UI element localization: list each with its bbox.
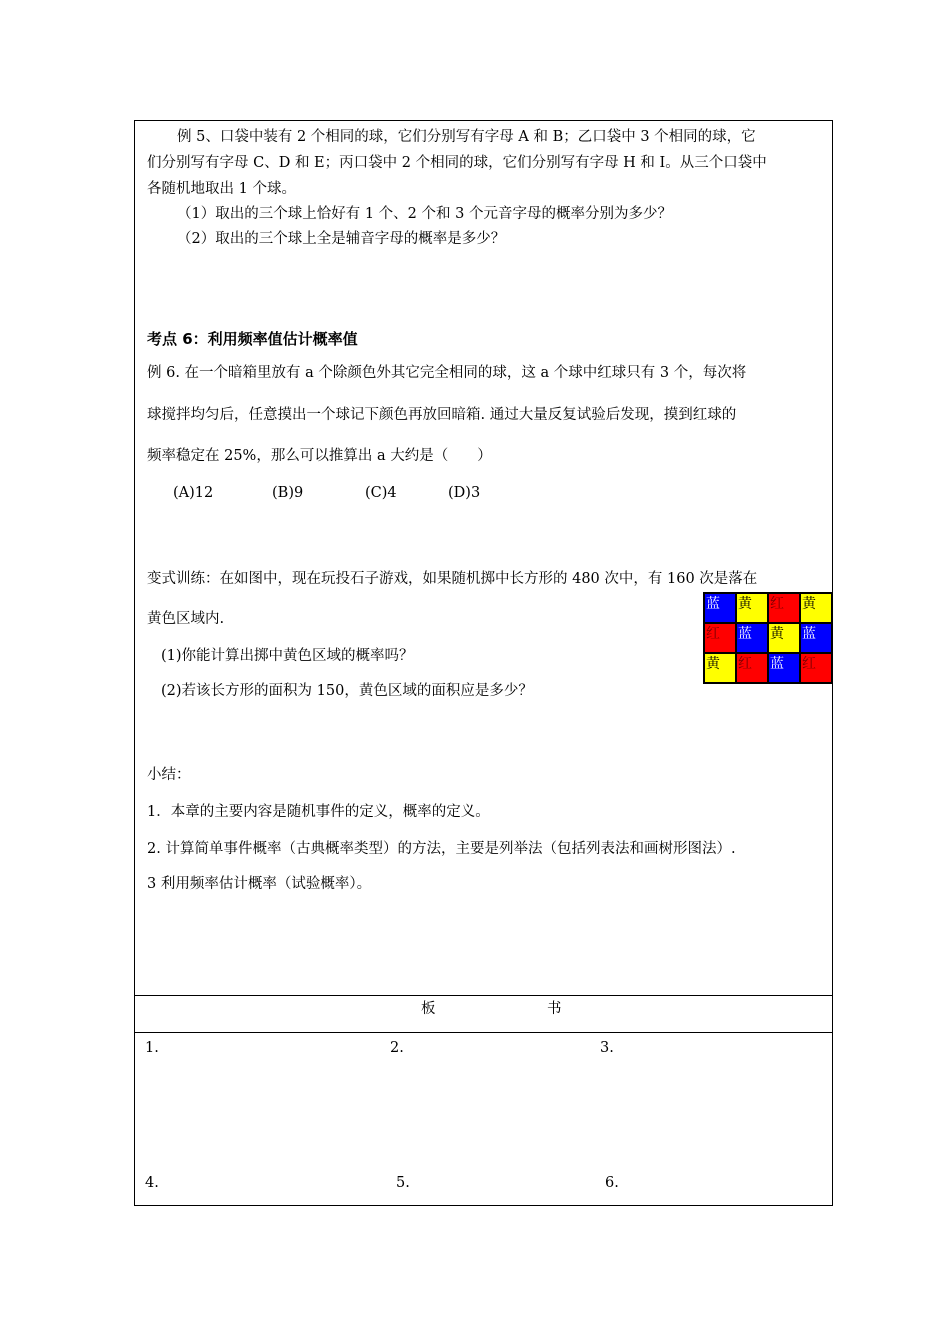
grid-cell-blue: 蓝 [736,623,768,653]
example6-line2: 球搅拌均匀后，任意摸出一个球记下颜色再放回暗箱. 通过大量反复试验后发现，摸到红球的 [147,407,737,423]
board-title-left: 板 [421,1001,436,1017]
example6-line3: 频率稳定在 25%，那么可以推算出 a 大约是（ ） [147,448,492,464]
summary-heading: 小结： [147,767,191,783]
grid-cell-blue: 蓝 [800,623,832,653]
section6-heading: 考点 6：利用频率值估计概率值 [147,330,358,348]
option-b: (B)9 [272,485,304,501]
board-divider-bottom [135,1032,832,1033]
board-item-6: 6. [605,1175,619,1191]
option-c: (C)4 [365,485,397,501]
example5-line2: 们分别写有字母 C、D 和 E；丙口袋中 2 个相同的球，它们分别写有字母 H 和 I。从三个口袋中 [147,155,767,171]
board-item-4: 4. [145,1175,159,1191]
option-d: (D)3 [448,485,481,501]
grid-cell-blue: 蓝 [768,653,800,683]
variant-question1: (1)你能计算出掷中黄色区域的概率吗？ [161,648,414,664]
variant-question2: (2)若该长方形的面积为 150，黄色区域的面积应是多少？ [161,683,533,699]
example6-line1: 例 6. 在一个暗箱里放有 a 个除颜色外其它完全相同的球，这 a 个球中红球只有 3 个，每次将 [147,365,747,381]
grid-cell-yellow: 黄 [704,653,736,683]
variant-line2: 黄色区域内. [147,611,225,627]
lesson-table [134,120,833,1206]
grid-cell-yellow: 黄 [800,593,832,623]
option-a: (A)12 [173,485,214,501]
grid-cell-yellow: 黄 [768,623,800,653]
variant-line1: 变式训练：在如图中，现在玩投石子游戏，如果随机掷中长方形的 480 次中，有 160 次是落在 [147,571,758,587]
grid-cell-yellow: 黄 [736,593,768,623]
example5-line3: 各随机地取出 1 个球。 [147,181,296,197]
board-item-1: 1. [145,1040,159,1056]
board-title-right: 书 [547,1001,562,1017]
example5-question1: （1）取出的三个球上恰好有 1 个、2 个和 3 个元音字母的概率分别为多少？ [177,206,672,222]
summary-item1: 1．本章的主要内容是随机事件的定义，概率的定义。 [147,804,490,820]
grid-cell-red: 红 [800,653,832,683]
board-divider-top [135,995,832,996]
grid-cell-red: 红 [768,593,800,623]
example5-question2: （2）取出的三个球上全是辅音字母的概率是多少？ [177,231,506,247]
board-item-3: 3. [600,1040,614,1056]
board-item-2: 2. [390,1040,404,1056]
summary-item2: 2. 计算简单事件概率（古典概率类型）的方法，主要是列举法（包括列表法和画树形图法）. [147,841,736,857]
color-grid-figure [703,592,833,684]
example5-line1: 例 5、口袋中装有 2 个相同的球，它们分别写有字母 A 和 B；乙口袋中 3 个相同的球，它 [177,129,756,145]
summary-item3: 3 利用频率估计概率（试验概率）。 [147,876,372,892]
grid-cell-blue: 蓝 [704,593,736,623]
grid-cell-red: 红 [736,653,768,683]
board-item-5: 5. [396,1175,410,1191]
grid-cell-red: 红 [704,623,736,653]
